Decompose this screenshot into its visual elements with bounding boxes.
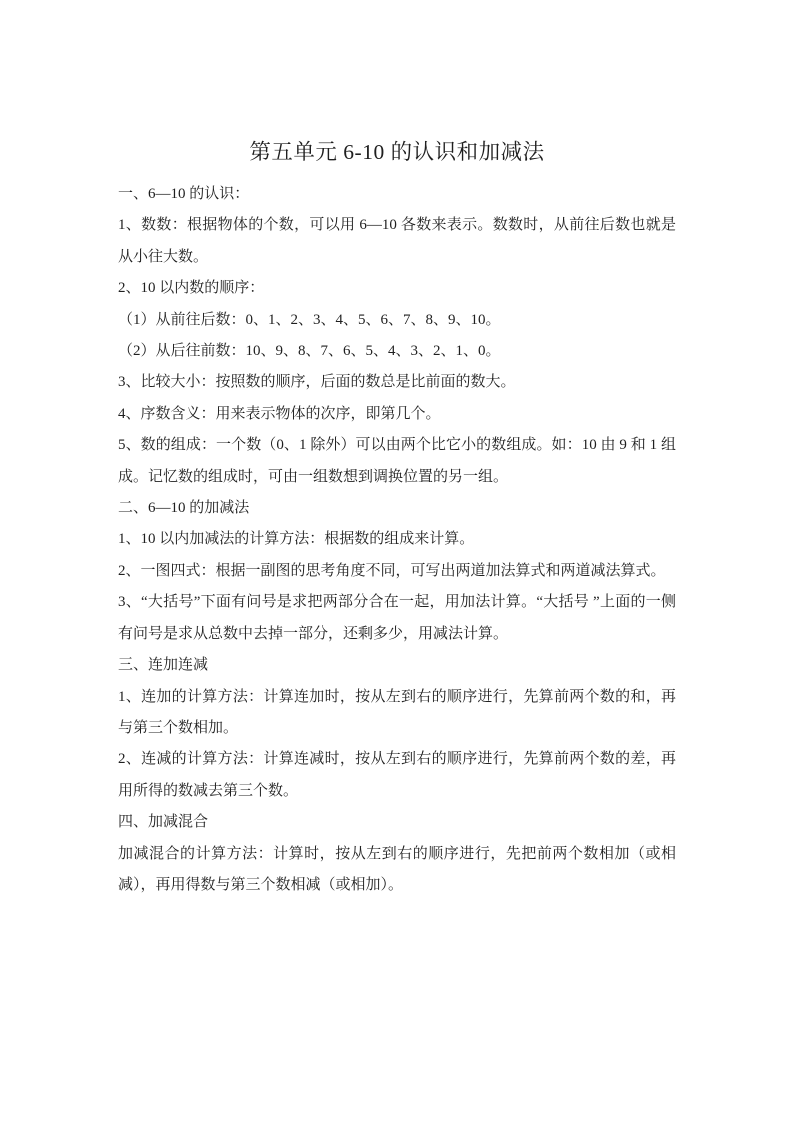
paragraph-continuous-subtraction: 2、连减的计算方法：计算连减时，按从左到右的顺序进行，先算前两个数的差，再用所得的数减去第三个数。 [118,751,676,799]
paragraph-compare-size: 3、比较大小：按照数的顺序，后面的数总是比前面的数大。 [118,374,516,391]
paragraph-brace-question: 3、“大括号”下面有问号是求把两部分合在一起，用加法计算。“大括号 ”上面的一侧有问号是求从总数中去掉一部分，还剩多少，用减法计算。 [118,594,676,642]
paragraph-counting: 1、数数：根据物体的个数，可以用 6—10 各数来表示。数数时，从前往后数也就是从小往大数。 [118,217,676,265]
paragraph-number-composition: 5、数的组成：一个数（0、1 除外）可以由两个比它小的数组成。如：10 由 9 和 1 组成。记忆数的组成时，可由一组数想到调换位置的另一组。 [118,437,676,485]
paragraph-count-backward: （2）从后往前数：10、9、8、7、6、5、4、3、2、1、0。 [118,343,501,360]
paragraph-section-4-heading: 四、加减混合 [118,814,209,831]
document-body [118,179,676,901]
paragraph-mixed-operations: 加减混合的计算方法：计算时，按从左到右的顺序进行，先把前两个数相加（或相减），再用得数与第三个数相减（或相加）。 [118,845,676,893]
paragraph-section-1-heading: 一、6—10 的认识： [118,186,250,202]
document-content [118,136,676,901]
document-title: 第五单元 6-10 的认识和加减法 [249,140,545,164]
paragraph-calc-method: 1、10 以内加减法的计算方法：根据数的组成来计算。 [118,531,475,548]
paragraph-continuous-addition: 1、连加的计算方法：计算连加时，按从左到右的顺序进行，先算前两个数的和，再与第三个数相加。 [118,688,676,736]
paragraph-one-picture-four-equations: 2、一图四式：根据一副图的思考角度不同，可写出两道加法算式和两道减法算式。 [118,562,666,579]
paragraph-section-2-heading: 二、6—10 的加减法 [118,500,250,517]
paragraph-number-order-heading: 2、10 以内数的顺序： [118,280,265,297]
paragraph-section-3-heading: 三、连加连减 [118,657,209,674]
paragraph-ordinal-meaning: 4、序数含义：用来表示物体的次序，即第几个。 [118,405,441,422]
paragraph-count-forward: （1）从前往后数：0、1、2、3、4、5、6、7、8、9、10。 [118,311,501,328]
